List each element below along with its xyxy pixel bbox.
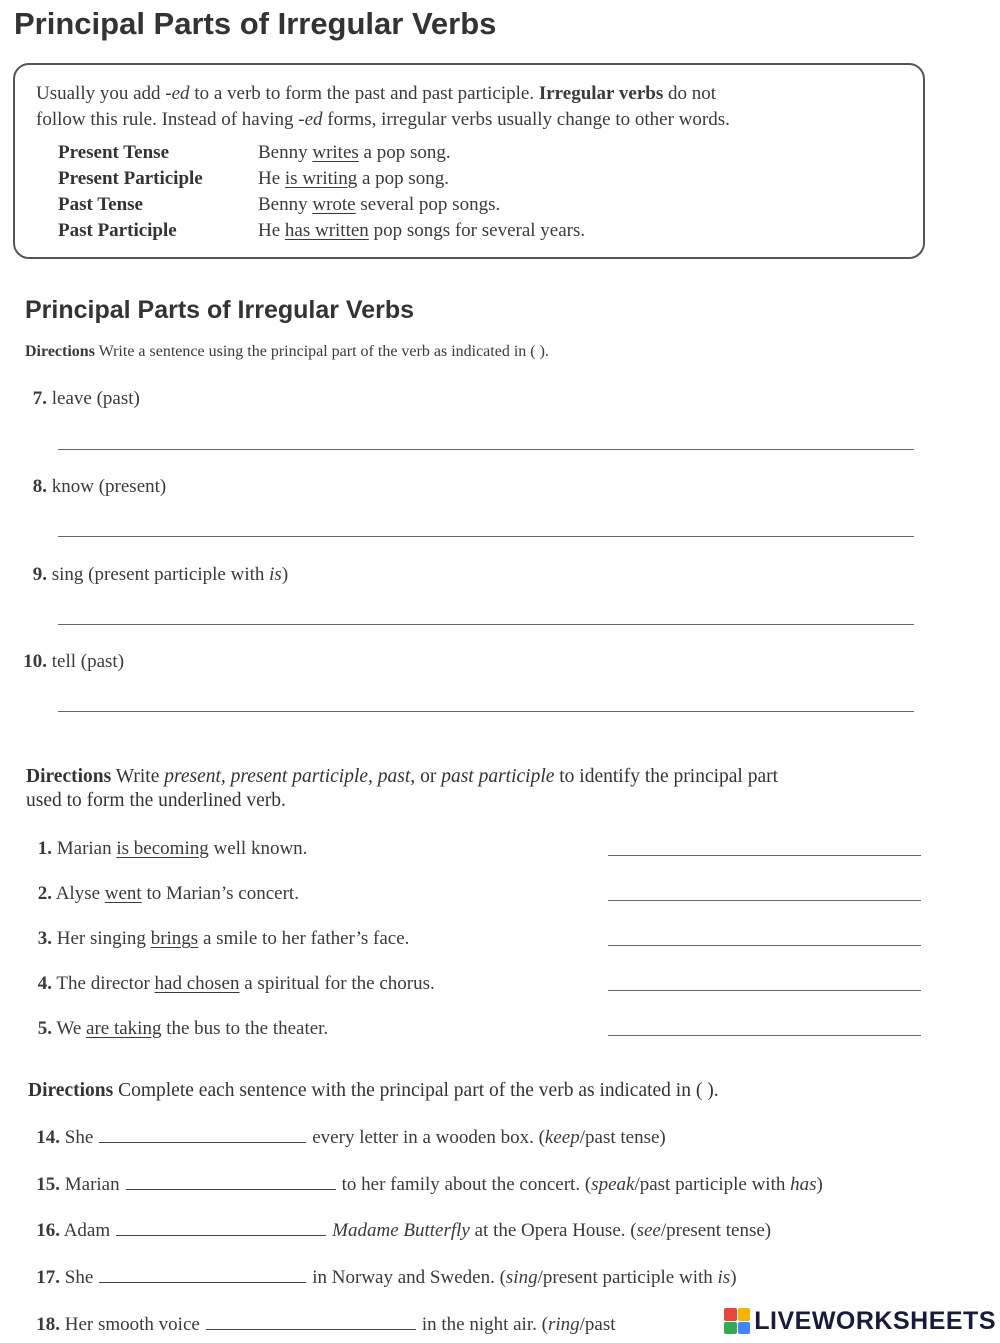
list-item xyxy=(26,973,435,995)
list-item xyxy=(28,1314,616,1336)
directions-label: Directions xyxy=(28,1080,114,1101)
logo-text: LIVEWORKSHEETS xyxy=(754,1306,996,1335)
item-text: to Marian’s concert. xyxy=(141,883,299,904)
section-title: Principal Parts of Irregular Verbs xyxy=(25,296,415,324)
directions-label: Directions xyxy=(26,766,112,787)
ed-suffix: -ed xyxy=(298,109,323,130)
rule-text: Usually you add xyxy=(36,83,166,104)
item-number: 14. xyxy=(36,1127,60,1148)
example-text: several pop songs. xyxy=(355,194,501,215)
underlined-verb: is becoming xyxy=(116,838,209,859)
item-number: 3. xyxy=(37,928,52,949)
sentence-start: She xyxy=(64,1267,94,1288)
item-number: 15. xyxy=(36,1174,60,1195)
list-item xyxy=(15,388,140,410)
example-label: Past Participle xyxy=(58,220,177,241)
example-label: Present Tense xyxy=(58,142,170,163)
item-prompt: know (present) xyxy=(51,476,167,497)
rule-line-2 xyxy=(36,109,730,131)
item-number: 1. xyxy=(37,838,52,859)
item-text: a spiritual for the chorus. xyxy=(239,973,435,994)
logo-square xyxy=(738,1322,751,1335)
list-item xyxy=(26,1018,328,1040)
example-label: Past Tense xyxy=(58,194,143,215)
sentence-text: in the night air. ( xyxy=(421,1314,548,1335)
answer-line-7[interactable] xyxy=(58,449,914,450)
sentence-text: ) xyxy=(730,1267,737,1288)
item-text: the bus to the theater. xyxy=(161,1018,329,1039)
rule-text: do not xyxy=(663,83,717,104)
directions-text: used to form the underlined verb. xyxy=(26,790,286,811)
item-number: 7. xyxy=(32,388,47,409)
sentence-text: /past participle with xyxy=(634,1174,791,1195)
fill-blank-17[interactable] xyxy=(99,1282,306,1283)
logo-square xyxy=(738,1308,751,1321)
list-item xyxy=(26,838,307,860)
fill-blank-16[interactable] xyxy=(116,1235,326,1236)
fill-blank-15[interactable] xyxy=(126,1189,336,1190)
item-prompt: sing (present participle with xyxy=(51,564,270,585)
answer-line-4[interactable] xyxy=(608,990,921,991)
directions-text: Complete each sentence with the principal part of the verb as indicated in ( ). xyxy=(113,1080,719,1101)
answer-line-8[interactable] xyxy=(58,536,914,537)
example-verb: wrote xyxy=(312,194,356,215)
directions-text: Write xyxy=(111,766,165,787)
example-verb: writes xyxy=(312,142,359,163)
item-text: Her singing xyxy=(56,928,151,949)
verb-hint: ring xyxy=(547,1314,580,1335)
example-text: Benny xyxy=(258,194,313,215)
item-prompt-italic: is xyxy=(269,564,282,585)
sentence-start: Marian xyxy=(64,1174,120,1195)
sentence-text: at the Opera House. ( xyxy=(469,1220,637,1241)
example-sentence xyxy=(258,168,449,190)
logo-square xyxy=(724,1322,737,1335)
answer-line-3[interactable] xyxy=(608,945,921,946)
logo-icon xyxy=(724,1308,750,1334)
answer-line-2[interactable] xyxy=(608,900,921,901)
list-item xyxy=(28,1174,823,1196)
liveworksheets-logo xyxy=(724,1303,996,1339)
example-verb: is writing xyxy=(284,168,358,189)
example-text: pop songs for several years. xyxy=(368,220,586,241)
sentence-start: She xyxy=(64,1127,94,1148)
list-item xyxy=(15,476,166,498)
example-verb: has written xyxy=(284,220,369,241)
verb-hint: keep xyxy=(544,1127,580,1148)
directions-text: to identify the principal part xyxy=(554,766,779,787)
list-item xyxy=(28,1220,771,1242)
item-number: 18. xyxy=(36,1314,60,1335)
item-prompt: tell (past) xyxy=(51,651,125,672)
irregular-verbs-term: Irregular verbs xyxy=(538,83,664,104)
underlined-verb: are taking xyxy=(86,1018,162,1039)
directions-1 xyxy=(25,343,549,361)
item-number: 8. xyxy=(32,476,47,497)
sentence-text: to her family about the concert. ( xyxy=(341,1174,592,1195)
directions-2 xyxy=(26,766,778,812)
verb-hint: speak xyxy=(591,1174,635,1195)
underlined-verb: brings xyxy=(150,928,199,949)
item-text: Marian xyxy=(56,838,117,859)
example-sentence xyxy=(258,220,585,242)
directions-text: or xyxy=(415,766,442,787)
example-sentence xyxy=(258,194,500,216)
item-text: Alyse xyxy=(55,883,105,904)
title-italic: Madame Butterfly xyxy=(332,1220,470,1241)
directions-italic: past participle xyxy=(441,766,555,787)
list-item xyxy=(15,651,124,673)
logo-square xyxy=(724,1308,737,1321)
list-item xyxy=(26,883,299,905)
item-prompt: ) xyxy=(281,564,289,585)
example-label: Present Participle xyxy=(58,168,203,189)
sentence-text: /present participle with xyxy=(537,1267,718,1288)
list-item xyxy=(28,1127,666,1149)
list-item xyxy=(15,564,288,586)
directions-label: Directions xyxy=(25,343,95,360)
item-number: 9. xyxy=(32,564,47,585)
example-text: He xyxy=(258,168,285,189)
item-text: well known. xyxy=(208,838,308,859)
sentence-start: Her smooth voice xyxy=(64,1314,200,1335)
item-number: 4. xyxy=(37,973,52,994)
verb-hint: is xyxy=(717,1267,731,1288)
underlined-verb: had chosen xyxy=(154,973,240,994)
fill-blank-14[interactable] xyxy=(99,1142,306,1143)
item-text: We xyxy=(56,1018,87,1039)
directions-3 xyxy=(28,1080,719,1102)
verb-hint: has xyxy=(790,1174,817,1195)
page-title: Principal Parts of Irregular Verbs xyxy=(14,6,497,41)
fill-blank-18[interactable] xyxy=(206,1329,416,1330)
sentence-text: /past tense) xyxy=(579,1127,666,1148)
ed-suffix: -ed xyxy=(165,83,190,104)
verb-hint: see xyxy=(636,1220,661,1241)
example-text: a pop song. xyxy=(357,168,450,189)
sentence-text: /past xyxy=(579,1314,616,1335)
rule-text: follow this rule. Instead of having xyxy=(36,109,299,130)
directions-italic: present, present participle, past, xyxy=(164,766,416,787)
sentence-start: Adam xyxy=(63,1220,111,1241)
example-sentence xyxy=(258,142,451,164)
rule-text: forms, irregular verbs usually change to other words. xyxy=(322,109,730,130)
list-item xyxy=(26,928,409,950)
example-text: a pop song. xyxy=(358,142,451,163)
rule-text: to a verb to form the past and past participle. xyxy=(189,83,539,104)
item-text: a smile to her father’s face. xyxy=(198,928,410,949)
sentence-text: /present tense) xyxy=(660,1220,772,1241)
example-text: He xyxy=(258,220,285,241)
answer-line-10[interactable] xyxy=(58,711,914,712)
item-number: 17. xyxy=(36,1267,60,1288)
sentence-text: in Norway and Sweden. ( xyxy=(312,1267,506,1288)
item-prompt: leave (past) xyxy=(51,388,140,409)
underlined-verb: went xyxy=(104,883,142,904)
answer-line-9[interactable] xyxy=(58,624,914,625)
sentence-text: every letter in a wooden box. ( xyxy=(312,1127,545,1148)
item-number: 10. xyxy=(23,651,47,672)
example-text: Benny xyxy=(258,142,313,163)
item-number: 5. xyxy=(37,1018,52,1039)
verb-hint: sing xyxy=(505,1267,538,1288)
list-item xyxy=(28,1267,737,1289)
item-number: 16. xyxy=(36,1220,60,1241)
rule-line-1 xyxy=(36,83,716,105)
sentence-text: ) xyxy=(816,1174,823,1195)
answer-line-5[interactable] xyxy=(608,1035,921,1036)
answer-line-1[interactable] xyxy=(608,855,921,856)
directions-text: Write a sentence using the principal part of the verb as indicated in ( ). xyxy=(94,343,549,360)
item-text: The director xyxy=(56,973,155,994)
item-number: 2. xyxy=(37,883,52,904)
